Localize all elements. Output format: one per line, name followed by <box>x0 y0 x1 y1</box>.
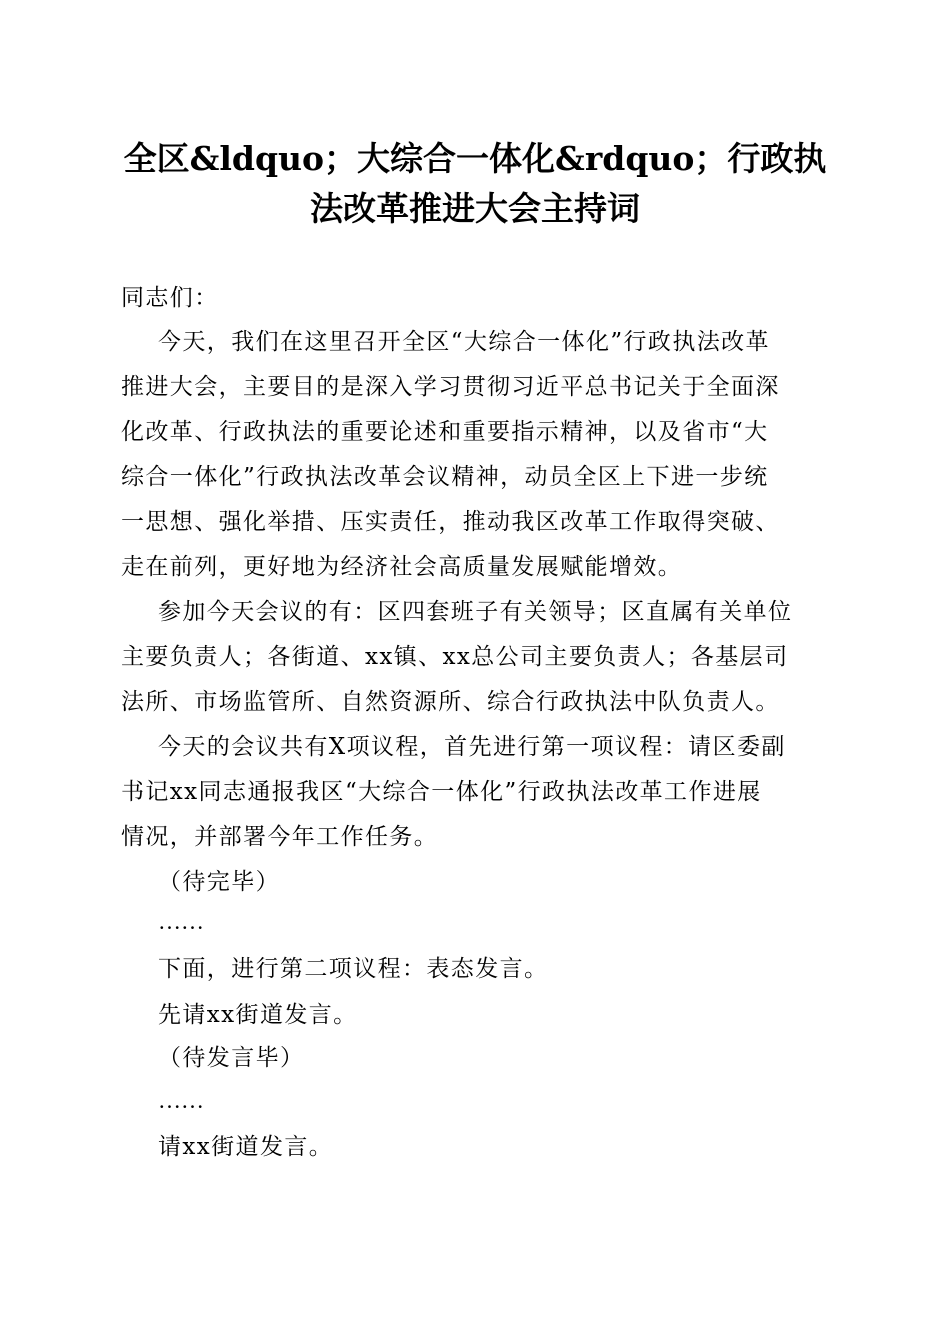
paragraph-2-line-3: 法所、市场监管所、自然资源所、综合行政执法中队负责人。 <box>121 689 780 715</box>
paragraph-1-line-1: 今天，我们在这里召开全区“大综合一体化”行政执法改革 <box>158 329 770 355</box>
next-speaker: 请xx街道发言。 <box>158 1134 334 1160</box>
paragraph-3-line-3: 情况，并部署今年工作任务。 <box>121 824 439 850</box>
paragraph-1-line-4: 综合一体化”行政执法改革会议精神，动员全区上下进一步统 <box>121 464 769 490</box>
ellipsis-2: …… <box>158 1088 204 1113</box>
paragraph-2-line-1: 参加今天会议的有：区四套班子有关领导；区直属有关单位 <box>158 599 793 625</box>
note-wait-finished: （待完毕） <box>158 869 280 895</box>
document-title-line-2: 法改革推进大会主持词 <box>310 189 640 228</box>
document-title-line-1: 全区&ldquo；大综合一体化&rdquo；行政执 <box>123 139 827 178</box>
first-speaker: 先请xx街道发言。 <box>158 1002 358 1028</box>
paragraph-3-line-1: 今天的会议共有X项议程，首先进行第一项议程：请区委副 <box>158 734 786 760</box>
paragraph-1-line-5: 一思想、强化举措、压实责任，推动我区改革工作取得突破、 <box>121 509 780 535</box>
paragraph-2-line-2: 主要负责人；各街道、xx镇、xx总公司主要负责人；各基层司 <box>121 644 789 670</box>
ellipsis-1: …… <box>158 909 204 934</box>
salutation: 同志们： <box>121 285 219 311</box>
paragraph-1-line-2: 推进大会，主要目的是深入学习贯彻习近平总书记关于全面深 <box>121 374 780 400</box>
note-wait-speech-finished: （待发言毕） <box>158 1045 305 1071</box>
paragraph-1-line-6: 走在前列，更好地为经济社会高质量发展赋能增效。 <box>121 554 683 580</box>
paragraph-1-line-3: 化改革、行政执法的重要论述和重要指示精神，以及省市“大 <box>121 419 769 445</box>
agenda-item-2: 下面，进行第二项议程：表态发言。 <box>158 956 549 982</box>
paragraph-3-line-2: 书记xx同志通报我区“大综合一体化”行政执法改革工作进展 <box>121 779 762 805</box>
